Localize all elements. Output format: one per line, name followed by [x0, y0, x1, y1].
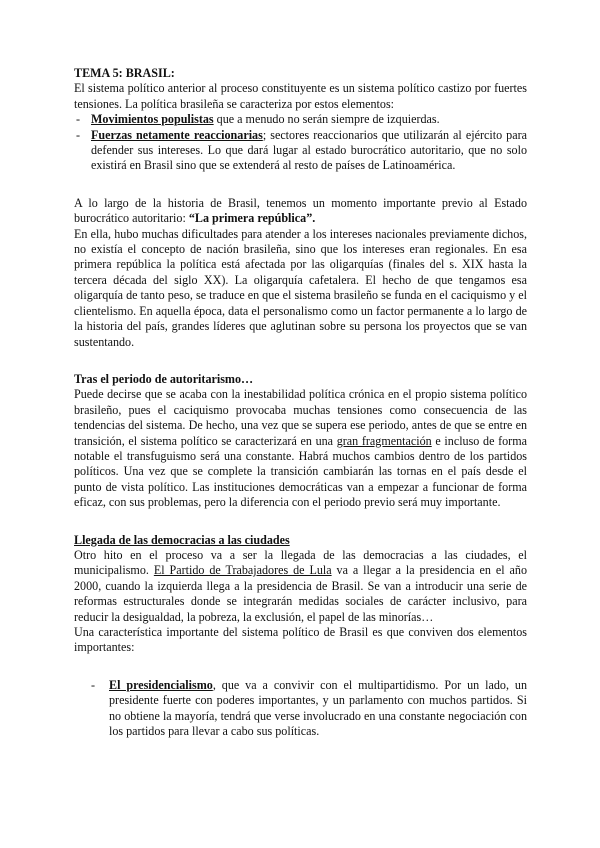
- list-item-term: Fuerzas netamente reaccionarias: [91, 127, 263, 142]
- democracias-section: [74, 533, 527, 740]
- republica-lead-text: A lo largo de la historia de Brasil, tenemos un momento importante previo al Estado burocrático autoritario:: [74, 195, 527, 226]
- republica-lead: [74, 196, 527, 227]
- intro-section: [74, 81, 527, 173]
- democracias-text-before: Otro hito en el proceso va a ser la llegada de las democracias a las ciudades, el municipalismo.: [74, 547, 527, 578]
- list-item: [74, 112, 527, 127]
- list-item-text: ; sectores reaccionarios que utilizarán al ejército para defender sus intereses. Lo que dará lugar al estado burocrático autoritario, que no solo existirá en Brasil sino que se extenderá al resto de países de Latinoamérica.: [91, 127, 527, 173]
- republica-term: “La primera república”.: [188, 211, 316, 226]
- autoritarismo-text-after: e incluso de forma notable el transfuguismo será una constante. Habrá muchos cambios dentro de los partidos políticos. Una vez que se complete la transición cambiarán las tornas en el país desde el punto de vista político. Las instituciones democráticas van a empezar a funcionar de forma eficaz, con sus problemas, pero la diferencia con el periodo previo será muy importante.: [74, 433, 527, 510]
- democracias-paragraph: [74, 548, 527, 625]
- presidencialismo-list: [74, 678, 527, 740]
- republica-section: [74, 196, 527, 350]
- list-item-term: Movimientos populistas: [91, 112, 214, 127]
- autoritarismo-heading: Tras el periodo de autoritarismo…: [74, 371, 254, 386]
- document-title: TEMA 5: BRASIL:: [74, 66, 175, 80]
- elements-list: [74, 112, 527, 174]
- republica-body: En ella, hubo muchas dificultades para atender a los intereses nacionales previamente dichos, no existía el concepto de nación brasileña, sino que los intereses eran regionales. En esa primera república la política está afectada por las oligarquías (finales del s. XIX hasta la tercera década del siglo XX). La oligarquía cafetalera. El hecho de que tengamos esa oligarquía de tanto peso, se traduce en que el sistema brasileño se funda en el caciquismo y el clientelismo. En aquella época, data el personalismo como un factor permanente a lo largo de la historia del país, grandes líderes que aglutinan sobre su persona los proyectos que se van sustentando.: [74, 226, 527, 349]
- list-item-text: , que va a convivir con el multipartidismo. Por un lado, un presidente fuerte con poderes importantes, y un parlamento con muchos partidos. Si no obtiene la mayoría, tendrá que verse involucrado en una constante negociación con los partidos para llevar a cabo sus políticas.: [109, 677, 528, 739]
- autoritarismo-text-before: Puede decirse que se acaba con la inestabilidad política crónica en el propio sistema político brasileño, pues el caciquismo provocaba muchas tensiones como consecuencia de las tendencias del sistema. De hecho, una vez que se supera ese periodo, antes de que se entre en transición, el sistema político se caracterizará en una: [74, 387, 527, 448]
- list-item: [74, 128, 527, 174]
- democracias-next-paragraph: Una característica importante del sistema político de Brasil es que conviven dos elementos importantes:: [74, 625, 527, 655]
- list-item: [74, 678, 527, 740]
- intro-paragraph: El sistema político anterior al proceso constituyente es un sistema político castizo por fuertes tensiones. La política brasileña se caracteriza por estos elementos:: [74, 81, 527, 111]
- list-item-term: El presidencialismo: [109, 677, 213, 692]
- list-item-text: que a menudo no serán siempre de izquierdas.: [213, 112, 440, 127]
- gran-fragmentacion-text: gran fragmentación: [336, 433, 432, 448]
- partido-trabajadores-text: El Partido de Trabajadores de Lula: [153, 563, 332, 578]
- democracias-text-after: va a llegar a la presidencia en el año 2000, cuando la izquierda llega a la presidencia de Brasil. Se van a introducir una serie de reformas estructurales donde se integrarán medidas sociales de carácter inclusivo, para reducir la desigualdad, la pobreza, la exclusión, el papel de las minorías…: [74, 563, 527, 624]
- autoritarismo-paragraph: [74, 387, 527, 510]
- democracias-heading: Llegada de las democracias a las ciudades: [74, 532, 290, 547]
- document-page: [74, 66, 527, 739]
- autoritarismo-section: [74, 372, 527, 511]
